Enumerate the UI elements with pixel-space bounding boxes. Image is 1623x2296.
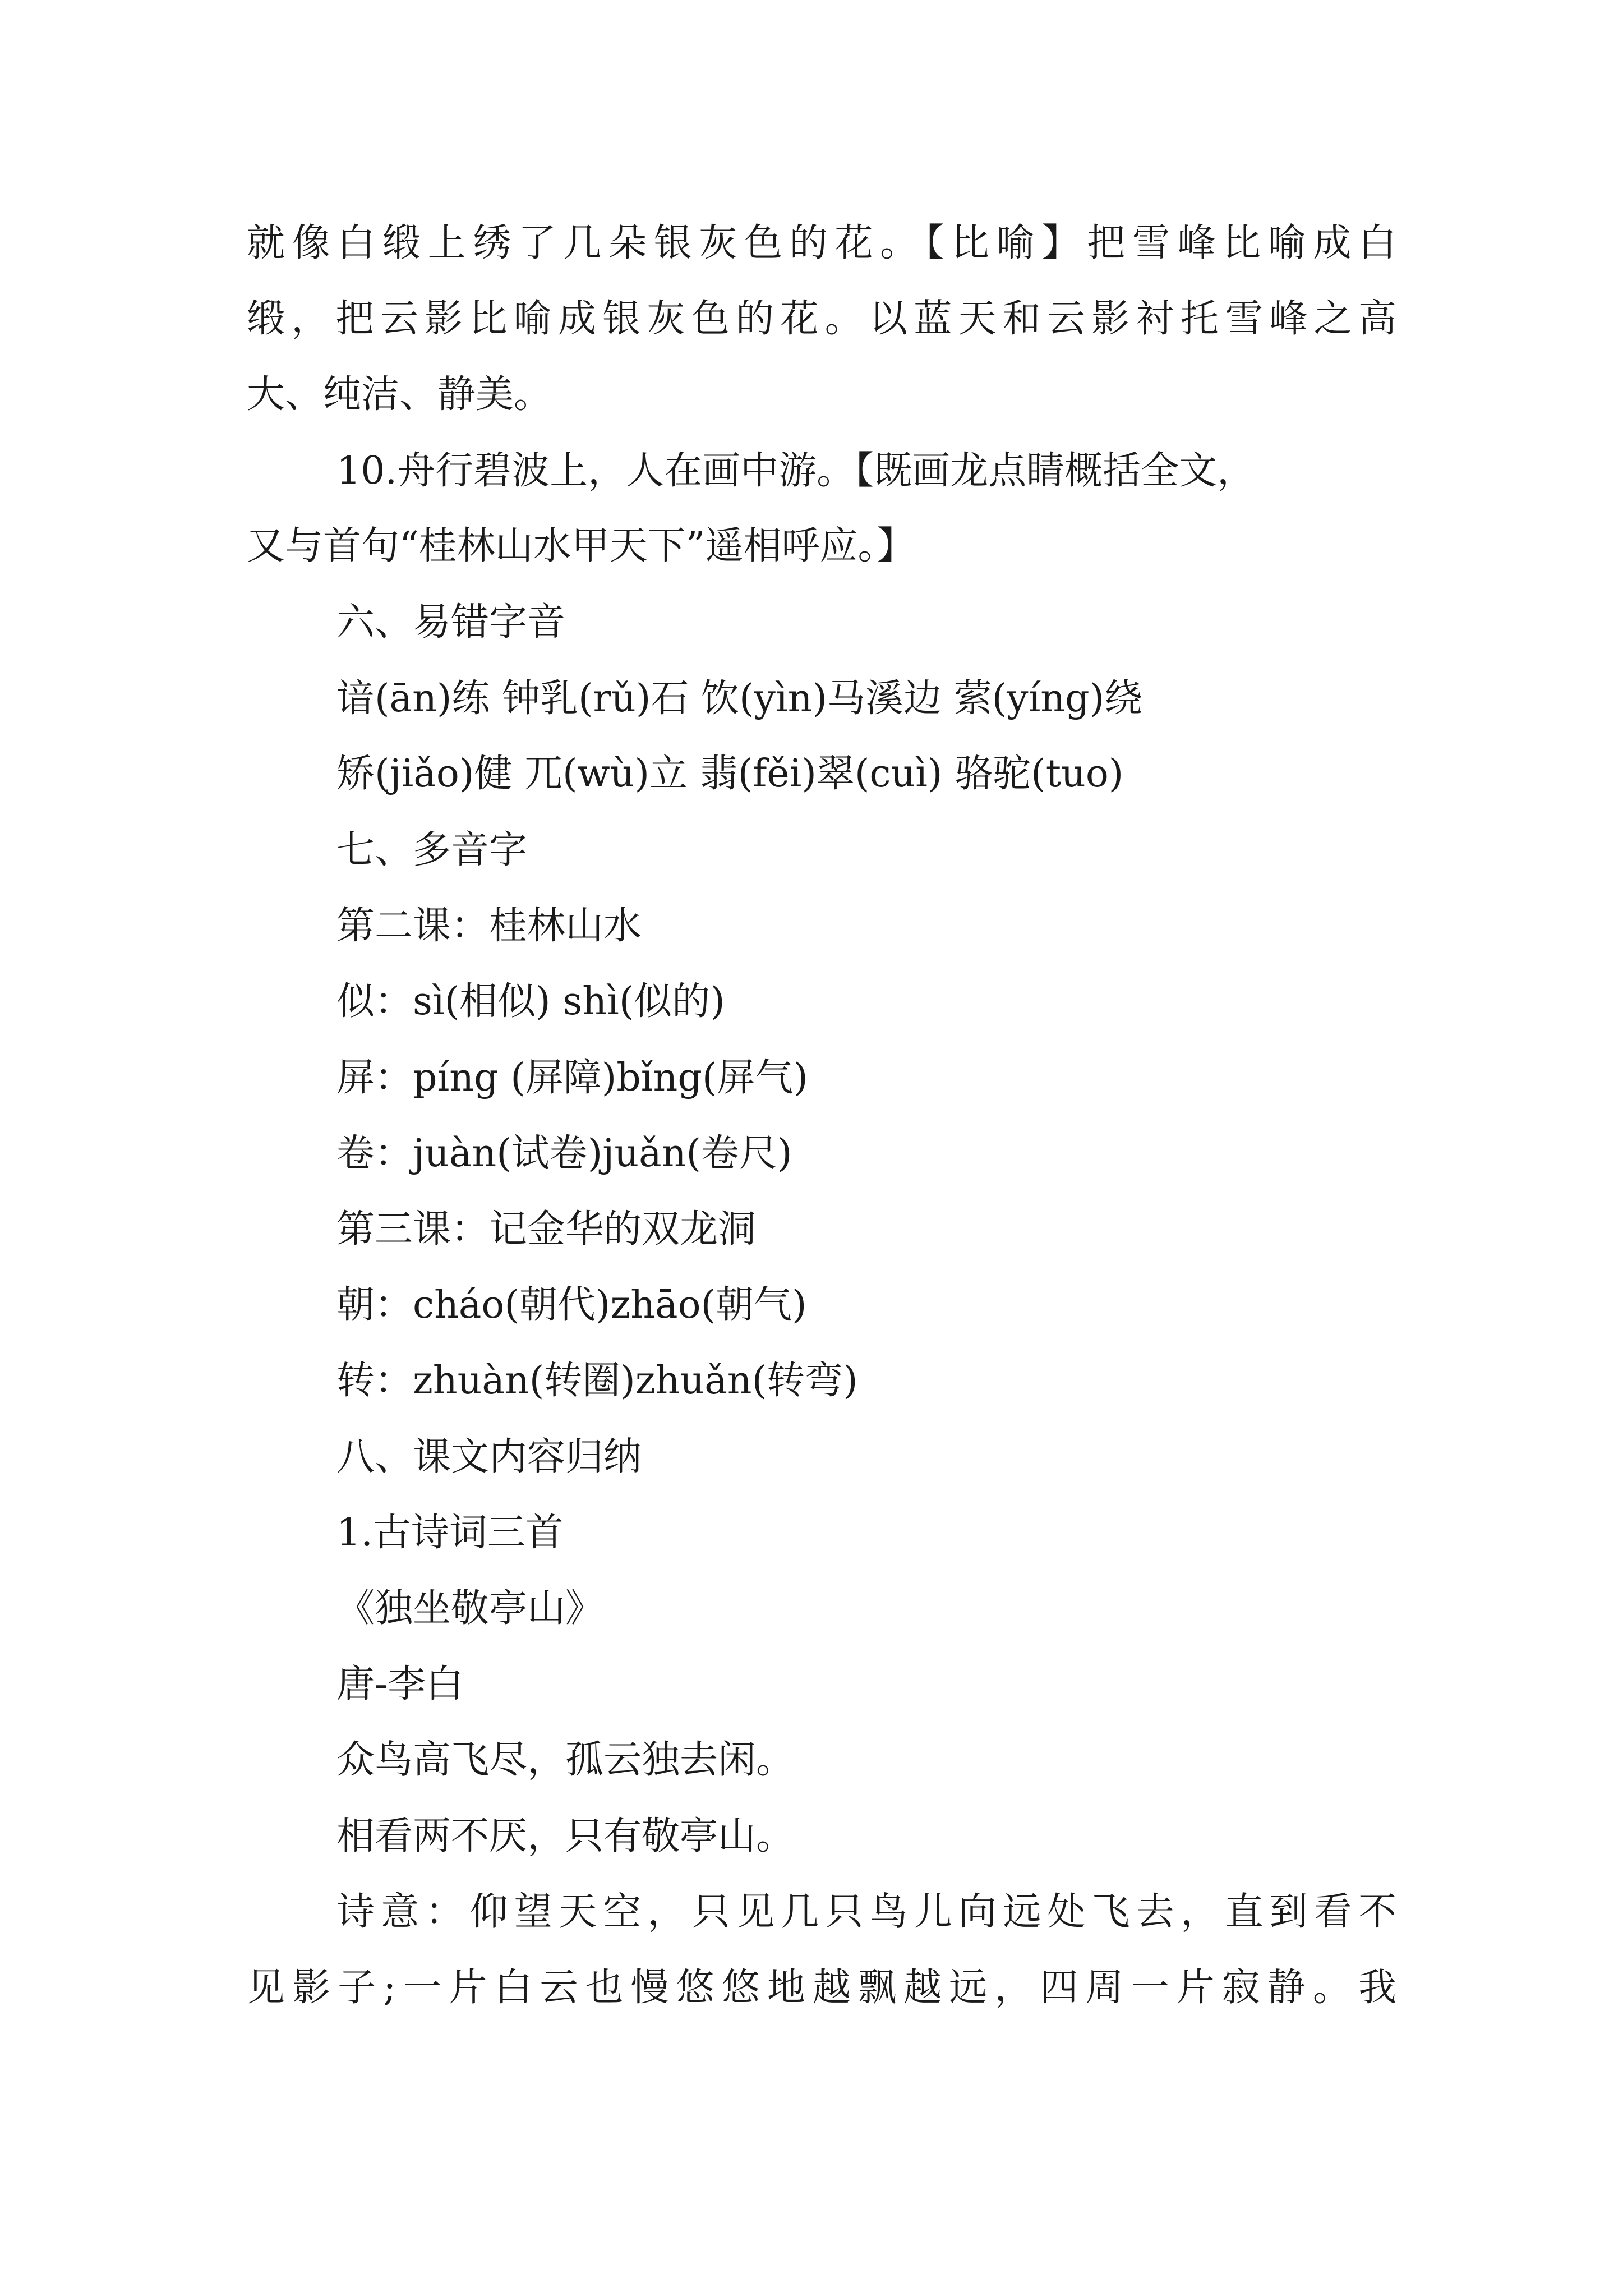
subsection-heading: 1.古诗词三首 (336, 1511, 564, 1555)
polyphone-line: 卷：juàn(试卷)juǎn(卷尺) (336, 1131, 792, 1176)
text-line: 又与首句“桂林山水甲天下”遥相呼应。】 (247, 524, 915, 568)
polyphone-line: 似：sì(相似) shì(似的) (336, 979, 725, 1024)
text-line: 大、纯洁、静美。 (247, 372, 552, 417)
pinyin-line: 矫(jiǎo)健 兀(wù)立 翡(fěi)翠(cuì) 骆驼(tuo) (336, 752, 1124, 796)
section-heading: 八、课文内容归纳 (336, 1435, 642, 1479)
text-line: 缎，把云影比喻成银灰色的花。以蓝天和云影衬托雪峰之高 (247, 297, 1396, 341)
section-heading: 六、易错字音 (336, 600, 566, 645)
pinyin-line: 谙(ān)练 钟乳(rǔ)石 饮(yìn)马溪边 萦(yíng)绕 (336, 677, 1143, 721)
poem-meaning: 诗意：仰望天空，只见几只鸟儿向远处飞去，直到看不 (336, 1890, 1396, 1934)
polyphone-line: 屏：píng (屏障)bǐng(屏气) (336, 1056, 808, 1100)
lesson-heading: 第三课：记金华的双龙洞 (336, 1207, 757, 1251)
polyphone-line: 转：zhuàn(转圈)zhuǎn(转弯) (336, 1359, 858, 1403)
poem-line: 众鸟高飞尽，孤云独去闲。 (336, 1738, 795, 1782)
polyphone-line: 朝：cháo(朝代)zhāo(朝气) (336, 1283, 807, 1327)
poem-title: 《独坐敬亭山》 (336, 1586, 604, 1631)
section-heading: 七、多音字 (336, 828, 528, 872)
lesson-heading: 第二课：桂林山水 (336, 904, 642, 948)
poem-meaning: 见影子;一片白云也慢悠悠地越飘越远，四周一片寂静。我 (247, 1966, 1396, 2010)
text-line: 10.舟行碧波上，人在画中游。【既画龙点睛概括全文， (336, 449, 1256, 493)
text-line: 就像白缎上绣了几朵银灰色的花。【比喻】把雪峰比喻成白 (247, 221, 1396, 265)
poem-author: 唐-李白 (336, 1662, 464, 1706)
poem-line: 相看两不厌，只有敬亭山。 (336, 1814, 795, 1858)
